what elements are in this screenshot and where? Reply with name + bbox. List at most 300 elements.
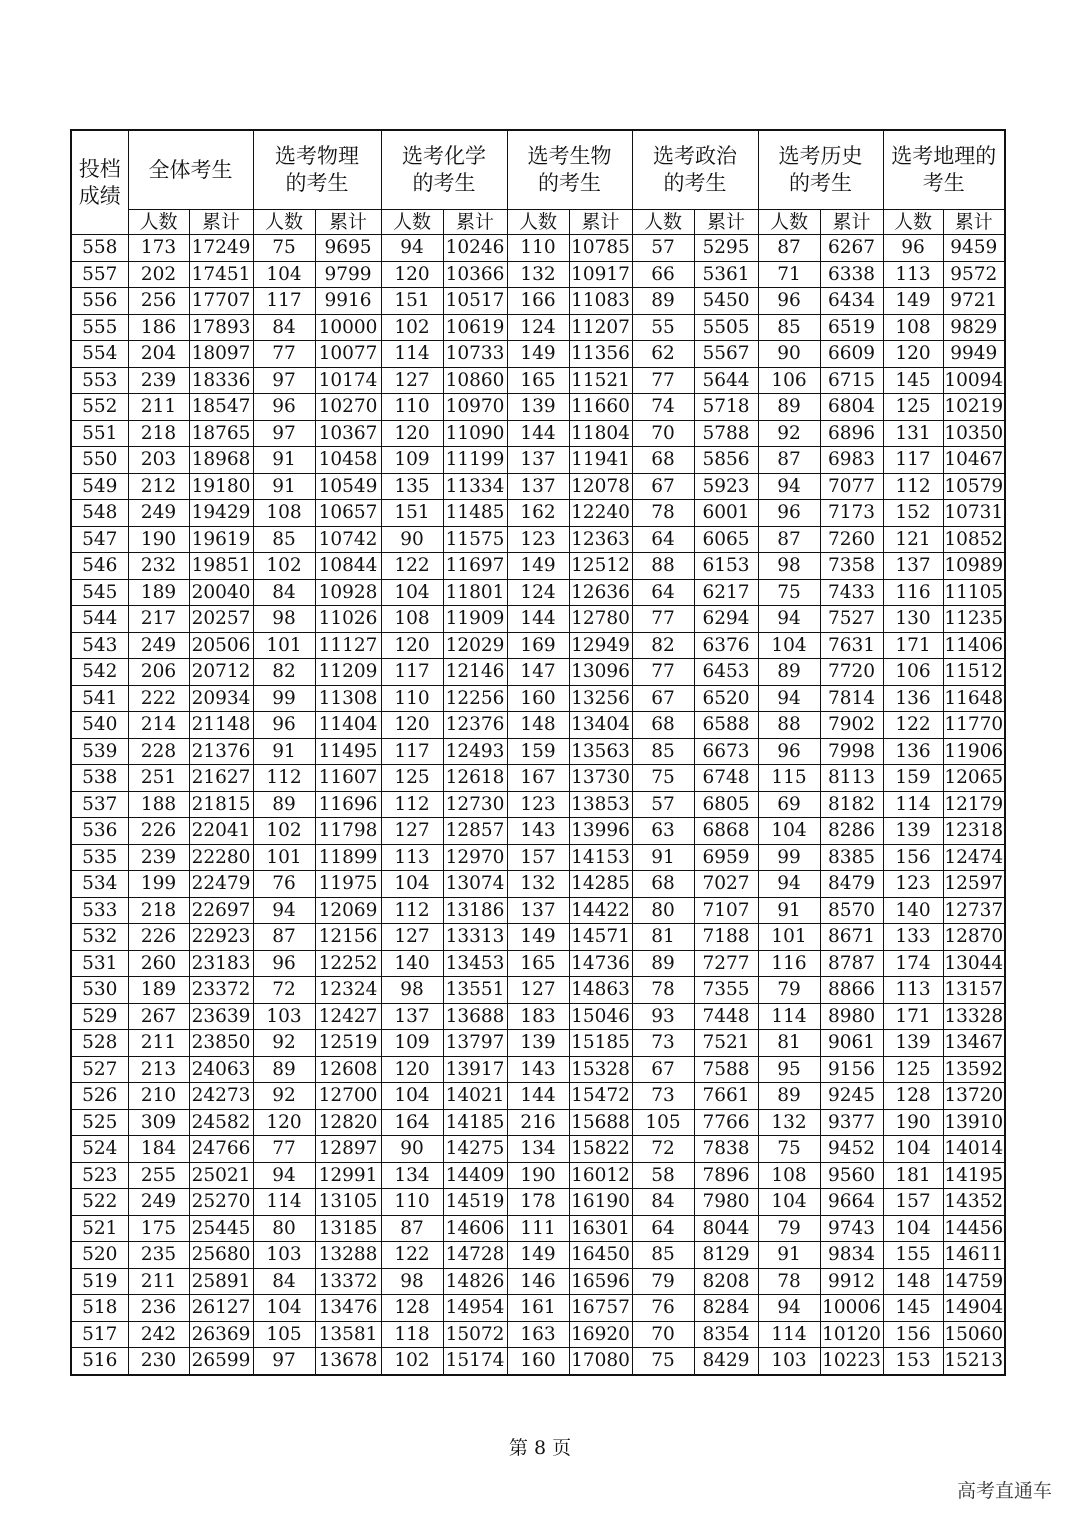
count-cell: 190 <box>507 1162 569 1189</box>
cumulative-cell: 22479 <box>189 871 253 898</box>
cumulative-cell: 9695 <box>315 235 381 262</box>
cumulative-cell: 9829 <box>943 314 1005 341</box>
count-cell: 149 <box>507 553 569 580</box>
cumulative-cell: 14185 <box>443 1109 507 1136</box>
count-cell: 152 <box>883 500 943 527</box>
cumulative-cell: 26369 <box>189 1321 253 1348</box>
group-header-politics: 选考政治 的考生 <box>632 130 758 210</box>
count-cell: 143 <box>507 1056 569 1083</box>
table-row <box>71 712 1005 739</box>
cumulative-cell: 6804 <box>820 394 883 421</box>
cumulative-cell: 11404 <box>315 712 381 739</box>
count-cell: 89 <box>632 288 694 315</box>
count-cell: 183 <box>507 1003 569 1030</box>
cumulative-cell: 13720 <box>943 1083 1005 1110</box>
count-cell: 166 <box>507 288 569 315</box>
count-cell: 64 <box>632 579 694 606</box>
cumulative-cell: 7814 <box>820 685 883 712</box>
cumulative-cell: 10928 <box>315 579 381 606</box>
count-cell: 134 <box>507 1136 569 1163</box>
cumulative-cell: 12970 <box>443 844 507 871</box>
count-cell: 78 <box>632 977 694 1004</box>
count-cell: 78 <box>632 500 694 527</box>
cumulative-cell: 14195 <box>943 1162 1005 1189</box>
count-cell: 89 <box>758 659 820 686</box>
count-cell: 242 <box>128 1321 189 1348</box>
cumulative-cell: 14153 <box>569 844 632 871</box>
cumulative-cell: 13105 <box>315 1189 381 1216</box>
count-cell: 84 <box>253 1268 315 1295</box>
count-cell: 112 <box>381 791 443 818</box>
cumulative-cell: 8113 <box>820 765 883 792</box>
score-cell: 524 <box>71 1136 128 1163</box>
count-cell: 67 <box>632 685 694 712</box>
count-cell: 88 <box>632 553 694 580</box>
cumulative-cell: 11308 <box>315 685 381 712</box>
cumulative-cell: 22041 <box>189 818 253 845</box>
cumulative-cell: 14422 <box>569 897 632 924</box>
cumulative-cell: 12240 <box>569 500 632 527</box>
count-cell: 114 <box>253 1189 315 1216</box>
cumulative-cell: 8385 <box>820 844 883 871</box>
count-cell: 104 <box>758 632 820 659</box>
score-cell: 536 <box>71 818 128 845</box>
cumulative-cell: 13730 <box>569 765 632 792</box>
count-cell: 120 <box>381 1056 443 1083</box>
count-cell: 98 <box>253 606 315 633</box>
cumulative-cell: 13917 <box>443 1056 507 1083</box>
cumulative-cell: 12636 <box>569 579 632 606</box>
group-header-row <box>71 130 1005 210</box>
cumulative-cell: 5644 <box>694 367 758 394</box>
cumulative-cell: 12363 <box>569 526 632 553</box>
sub-header-cumulative: 累计 <box>443 210 507 235</box>
cumulative-cell: 12512 <box>569 553 632 580</box>
count-cell: 133 <box>883 924 943 951</box>
cumulative-cell: 5450 <box>694 288 758 315</box>
cumulative-cell: 7107 <box>694 897 758 924</box>
cumulative-cell: 14954 <box>443 1295 507 1322</box>
cumulative-cell: 10579 <box>943 473 1005 500</box>
cumulative-cell: 10731 <box>943 500 1005 527</box>
count-cell: 91 <box>758 1242 820 1269</box>
cumulative-cell: 10246 <box>443 235 507 262</box>
count-cell: 184 <box>128 1136 189 1163</box>
count-cell: 211 <box>128 394 189 421</box>
sub-header-count: 人数 <box>128 210 189 235</box>
count-cell: 96 <box>253 712 315 739</box>
cumulative-cell: 10989 <box>943 553 1005 580</box>
count-cell: 123 <box>507 791 569 818</box>
cumulative-cell: 7521 <box>694 1030 758 1057</box>
count-cell: 103 <box>253 1242 315 1269</box>
page-number: 第 8 页 <box>508 1437 572 1459</box>
cumulative-cell: 17707 <box>189 288 253 315</box>
count-cell: 101 <box>758 924 820 951</box>
count-cell: 130 <box>883 606 943 633</box>
cumulative-cell: 12897 <box>315 1136 381 1163</box>
sub-header-count: 人数 <box>632 210 694 235</box>
cumulative-cell: 12857 <box>443 818 507 845</box>
count-cell: 89 <box>253 1056 315 1083</box>
cumulative-cell: 16301 <box>569 1215 632 1242</box>
score-cell: 555 <box>71 314 128 341</box>
count-cell: 128 <box>883 1083 943 1110</box>
count-cell: 80 <box>632 897 694 924</box>
count-cell: 94 <box>253 897 315 924</box>
cumulative-cell: 6065 <box>694 526 758 553</box>
cumulative-cell: 6520 <box>694 685 758 712</box>
count-cell: 68 <box>632 447 694 474</box>
cumulative-cell: 10517 <box>443 288 507 315</box>
cumulative-cell: 9377 <box>820 1109 883 1136</box>
table-row <box>71 738 1005 765</box>
brand-watermark: 高考直通车 <box>956 1480 1052 1502</box>
cumulative-cell: 11105 <box>943 579 1005 606</box>
cumulative-cell: 14456 <box>943 1215 1005 1242</box>
table-row <box>71 1348 1005 1375</box>
cumulative-cell: 10917 <box>569 261 632 288</box>
count-cell: 91 <box>758 897 820 924</box>
cumulative-cell: 8182 <box>820 791 883 818</box>
count-cell: 139 <box>507 394 569 421</box>
count-cell: 104 <box>883 1136 943 1163</box>
table-row <box>71 897 1005 924</box>
count-cell: 186 <box>128 314 189 341</box>
count-cell: 85 <box>632 1242 694 1269</box>
cumulative-cell: 13581 <box>315 1321 381 1348</box>
count-cell: 64 <box>632 1215 694 1242</box>
score-cell: 552 <box>71 394 128 421</box>
cumulative-cell: 11648 <box>943 685 1005 712</box>
score-cell: 517 <box>71 1321 128 1348</box>
count-cell: 102 <box>253 553 315 580</box>
score-cell: 527 <box>71 1056 128 1083</box>
table-row <box>71 447 1005 474</box>
cumulative-cell: 9916 <box>315 288 381 315</box>
cumulative-cell: 6434 <box>820 288 883 315</box>
count-cell: 104 <box>381 1083 443 1110</box>
score-cell: 521 <box>71 1215 128 1242</box>
count-cell: 77 <box>253 341 315 368</box>
count-cell: 178 <box>507 1189 569 1216</box>
cumulative-cell: 12618 <box>443 765 507 792</box>
cumulative-cell: 10367 <box>315 420 381 447</box>
count-cell: 149 <box>507 1242 569 1269</box>
count-cell: 75 <box>632 765 694 792</box>
count-cell: 97 <box>253 1348 315 1375</box>
score-cell: 554 <box>71 341 128 368</box>
cumulative-cell: 10785 <box>569 235 632 262</box>
score-cell: 526 <box>71 1083 128 1110</box>
table-row <box>71 1109 1005 1136</box>
count-cell: 88 <box>758 712 820 739</box>
count-cell: 116 <box>883 579 943 606</box>
cumulative-cell: 14736 <box>569 950 632 977</box>
count-cell: 148 <box>507 712 569 739</box>
cumulative-cell: 11356 <box>569 341 632 368</box>
count-cell: 102 <box>381 314 443 341</box>
count-cell: 76 <box>632 1295 694 1322</box>
count-cell: 131 <box>883 420 943 447</box>
count-cell: 94 <box>758 473 820 500</box>
sub-header-count: 人数 <box>253 210 315 235</box>
count-cell: 120 <box>381 632 443 659</box>
count-cell: 110 <box>507 235 569 262</box>
table-row <box>71 1162 1005 1189</box>
cumulative-cell: 23639 <box>189 1003 253 1030</box>
count-cell: 110 <box>381 685 443 712</box>
count-cell: 98 <box>381 977 443 1004</box>
cumulative-cell: 14904 <box>943 1295 1005 1322</box>
cumulative-cell: 10844 <box>315 553 381 580</box>
cumulative-cell: 7998 <box>820 738 883 765</box>
cumulative-cell: 6805 <box>694 791 758 818</box>
count-cell: 104 <box>381 871 443 898</box>
cumulative-cell: 11941 <box>569 447 632 474</box>
cumulative-cell: 9061 <box>820 1030 883 1057</box>
count-cell: 153 <box>883 1348 943 1375</box>
cumulative-cell: 7433 <box>820 579 883 606</box>
table-row <box>71 818 1005 845</box>
cumulative-cell: 5361 <box>694 261 758 288</box>
count-cell: 165 <box>507 950 569 977</box>
table-row <box>71 500 1005 527</box>
count-cell: 75 <box>758 579 820 606</box>
cumulative-cell: 11975 <box>315 871 381 898</box>
count-cell: 136 <box>883 685 943 712</box>
cumulative-cell: 8570 <box>820 897 883 924</box>
table-row <box>71 314 1005 341</box>
count-cell: 155 <box>883 1242 943 1269</box>
cumulative-cell: 10006 <box>820 1295 883 1322</box>
count-cell: 101 <box>253 844 315 871</box>
count-cell: 171 <box>883 632 943 659</box>
count-cell: 137 <box>381 1003 443 1030</box>
cumulative-cell: 7277 <box>694 950 758 977</box>
count-cell: 80 <box>253 1215 315 1242</box>
cumulative-cell: 20934 <box>189 685 253 712</box>
count-cell: 239 <box>128 844 189 871</box>
cumulative-cell: 11696 <box>315 791 381 818</box>
cumulative-cell: 20257 <box>189 606 253 633</box>
cumulative-cell: 15046 <box>569 1003 632 1030</box>
cumulative-cell: 19429 <box>189 500 253 527</box>
count-cell: 97 <box>253 420 315 447</box>
count-cell: 137 <box>507 897 569 924</box>
cumulative-cell: 13688 <box>443 1003 507 1030</box>
cumulative-cell: 17893 <box>189 314 253 341</box>
cumulative-cell: 6338 <box>820 261 883 288</box>
cumulative-cell: 9912 <box>820 1268 883 1295</box>
count-cell: 144 <box>507 606 569 633</box>
cumulative-cell: 7631 <box>820 632 883 659</box>
table-row <box>71 950 1005 977</box>
count-cell: 128 <box>381 1295 443 1322</box>
count-cell: 211 <box>128 1268 189 1295</box>
score-cell: 545 <box>71 579 128 606</box>
group-header-geography: 选考地理的 考生 <box>883 130 1005 210</box>
cumulative-cell: 6267 <box>820 235 883 262</box>
cumulative-cell: 14606 <box>443 1215 507 1242</box>
count-cell: 139 <box>507 1030 569 1057</box>
table-row <box>71 261 1005 288</box>
cumulative-cell: 16190 <box>569 1189 632 1216</box>
cumulative-cell: 14285 <box>569 871 632 898</box>
count-cell: 114 <box>381 341 443 368</box>
count-cell: 74 <box>632 394 694 421</box>
cumulative-cell: 12730 <box>443 791 507 818</box>
count-cell: 96 <box>253 394 315 421</box>
cumulative-cell: 13044 <box>943 950 1005 977</box>
count-cell: 66 <box>632 261 694 288</box>
score-cell: 523 <box>71 1162 128 1189</box>
table-row <box>71 791 1005 818</box>
table-row <box>71 394 1005 421</box>
cumulative-cell: 12493 <box>443 738 507 765</box>
cumulative-cell: 11090 <box>443 420 507 447</box>
cumulative-cell: 14519 <box>443 1189 507 1216</box>
cumulative-cell: 18968 <box>189 447 253 474</box>
cumulative-cell: 13592 <box>943 1056 1005 1083</box>
cumulative-cell: 9572 <box>943 261 1005 288</box>
cumulative-cell: 5567 <box>694 341 758 368</box>
cumulative-cell: 13157 <box>943 977 1005 1004</box>
count-cell: 145 <box>883 1295 943 1322</box>
table-row <box>71 844 1005 871</box>
cumulative-cell: 21376 <box>189 738 253 765</box>
count-cell: 70 <box>632 420 694 447</box>
cumulative-cell: 10852 <box>943 526 1005 553</box>
cumulative-cell: 25021 <box>189 1162 253 1189</box>
score-cell: 516 <box>71 1348 128 1375</box>
count-cell: 108 <box>758 1162 820 1189</box>
count-cell: 94 <box>758 871 820 898</box>
group-header-biology: 选考生物 的考生 <box>507 130 632 210</box>
cumulative-cell: 6153 <box>694 553 758 580</box>
cumulative-cell: 6519 <box>820 314 883 341</box>
count-cell: 144 <box>507 1083 569 1110</box>
count-cell: 104 <box>253 261 315 288</box>
cumulative-cell: 7902 <box>820 712 883 739</box>
count-cell: 108 <box>381 606 443 633</box>
table-row <box>71 924 1005 951</box>
count-cell: 171 <box>883 1003 943 1030</box>
count-cell: 96 <box>883 235 943 262</box>
cumulative-cell: 12427 <box>315 1003 381 1030</box>
cumulative-cell: 8866 <box>820 977 883 1004</box>
score-cell: 542 <box>71 659 128 686</box>
cumulative-cell: 26599 <box>189 1348 253 1375</box>
cumulative-cell: 11235 <box>943 606 1005 633</box>
cumulative-cell: 14409 <box>443 1162 507 1189</box>
score-cell: 534 <box>71 871 128 898</box>
cumulative-cell: 10742 <box>315 526 381 553</box>
count-cell: 72 <box>253 977 315 1004</box>
cumulative-cell: 10657 <box>315 500 381 527</box>
count-cell: 104 <box>758 818 820 845</box>
cumulative-cell: 8129 <box>694 1242 758 1269</box>
count-cell: 105 <box>253 1321 315 1348</box>
count-cell: 104 <box>883 1215 943 1242</box>
cumulative-cell: 6868 <box>694 818 758 845</box>
cumulative-cell: 13797 <box>443 1030 507 1057</box>
cumulative-cell: 24582 <box>189 1109 253 1136</box>
cumulative-cell: 10219 <box>943 394 1005 421</box>
cumulative-cell: 8429 <box>694 1348 758 1375</box>
cumulative-cell: 12700 <box>315 1083 381 1110</box>
count-cell: 73 <box>632 1030 694 1057</box>
cumulative-cell: 12519 <box>315 1030 381 1057</box>
cumulative-cell: 11575 <box>443 526 507 553</box>
cumulative-cell: 6453 <box>694 659 758 686</box>
count-cell: 188 <box>128 791 189 818</box>
cumulative-cell: 15472 <box>569 1083 632 1110</box>
cumulative-cell: 19851 <box>189 553 253 580</box>
cumulative-cell: 10350 <box>943 420 1005 447</box>
count-cell: 140 <box>883 897 943 924</box>
cumulative-cell: 7355 <box>694 977 758 1004</box>
cumulative-cell: 5923 <box>694 473 758 500</box>
count-cell: 210 <box>128 1083 189 1110</box>
count-cell: 157 <box>507 844 569 871</box>
cumulative-cell: 9721 <box>943 288 1005 315</box>
count-cell: 249 <box>128 500 189 527</box>
cumulative-cell: 23850 <box>189 1030 253 1057</box>
cumulative-cell: 13328 <box>943 1003 1005 1030</box>
cumulative-cell: 12324 <box>315 977 381 1004</box>
cumulative-cell: 7896 <box>694 1162 758 1189</box>
sub-header-cumulative: 累计 <box>820 210 883 235</box>
cumulative-cell: 12069 <box>315 897 381 924</box>
count-cell: 62 <box>632 341 694 368</box>
cumulative-cell: 9459 <box>943 235 1005 262</box>
count-cell: 112 <box>381 897 443 924</box>
cumulative-cell: 7260 <box>820 526 883 553</box>
cumulative-cell: 20712 <box>189 659 253 686</box>
count-cell: 57 <box>632 791 694 818</box>
score-cell: 525 <box>71 1109 128 1136</box>
cumulative-cell: 11406 <box>943 632 1005 659</box>
cumulative-cell: 12991 <box>315 1162 381 1189</box>
cumulative-cell: 7077 <box>820 473 883 500</box>
table-row <box>71 606 1005 633</box>
count-cell: 97 <box>253 367 315 394</box>
count-cell: 125 <box>883 1056 943 1083</box>
count-cell: 135 <box>381 473 443 500</box>
count-cell: 77 <box>253 1136 315 1163</box>
table-row <box>71 1189 1005 1216</box>
count-cell: 151 <box>381 500 443 527</box>
sub-header-cumulative: 累计 <box>694 210 758 235</box>
count-cell: 151 <box>381 288 443 315</box>
count-cell: 114 <box>883 791 943 818</box>
count-cell: 162 <box>507 500 569 527</box>
cumulative-cell: 15185 <box>569 1030 632 1057</box>
score-cell: 546 <box>71 553 128 580</box>
cumulative-cell: 15213 <box>943 1348 1005 1375</box>
cumulative-cell: 12156 <box>315 924 381 951</box>
cumulative-cell: 13256 <box>569 685 632 712</box>
cumulative-cell: 12065 <box>943 765 1005 792</box>
count-cell: 112 <box>883 473 943 500</box>
cumulative-cell: 11798 <box>315 818 381 845</box>
count-cell: 98 <box>758 553 820 580</box>
count-cell: 160 <box>507 685 569 712</box>
count-cell: 84 <box>253 579 315 606</box>
count-cell: 98 <box>381 1268 443 1295</box>
table-row <box>71 1056 1005 1083</box>
